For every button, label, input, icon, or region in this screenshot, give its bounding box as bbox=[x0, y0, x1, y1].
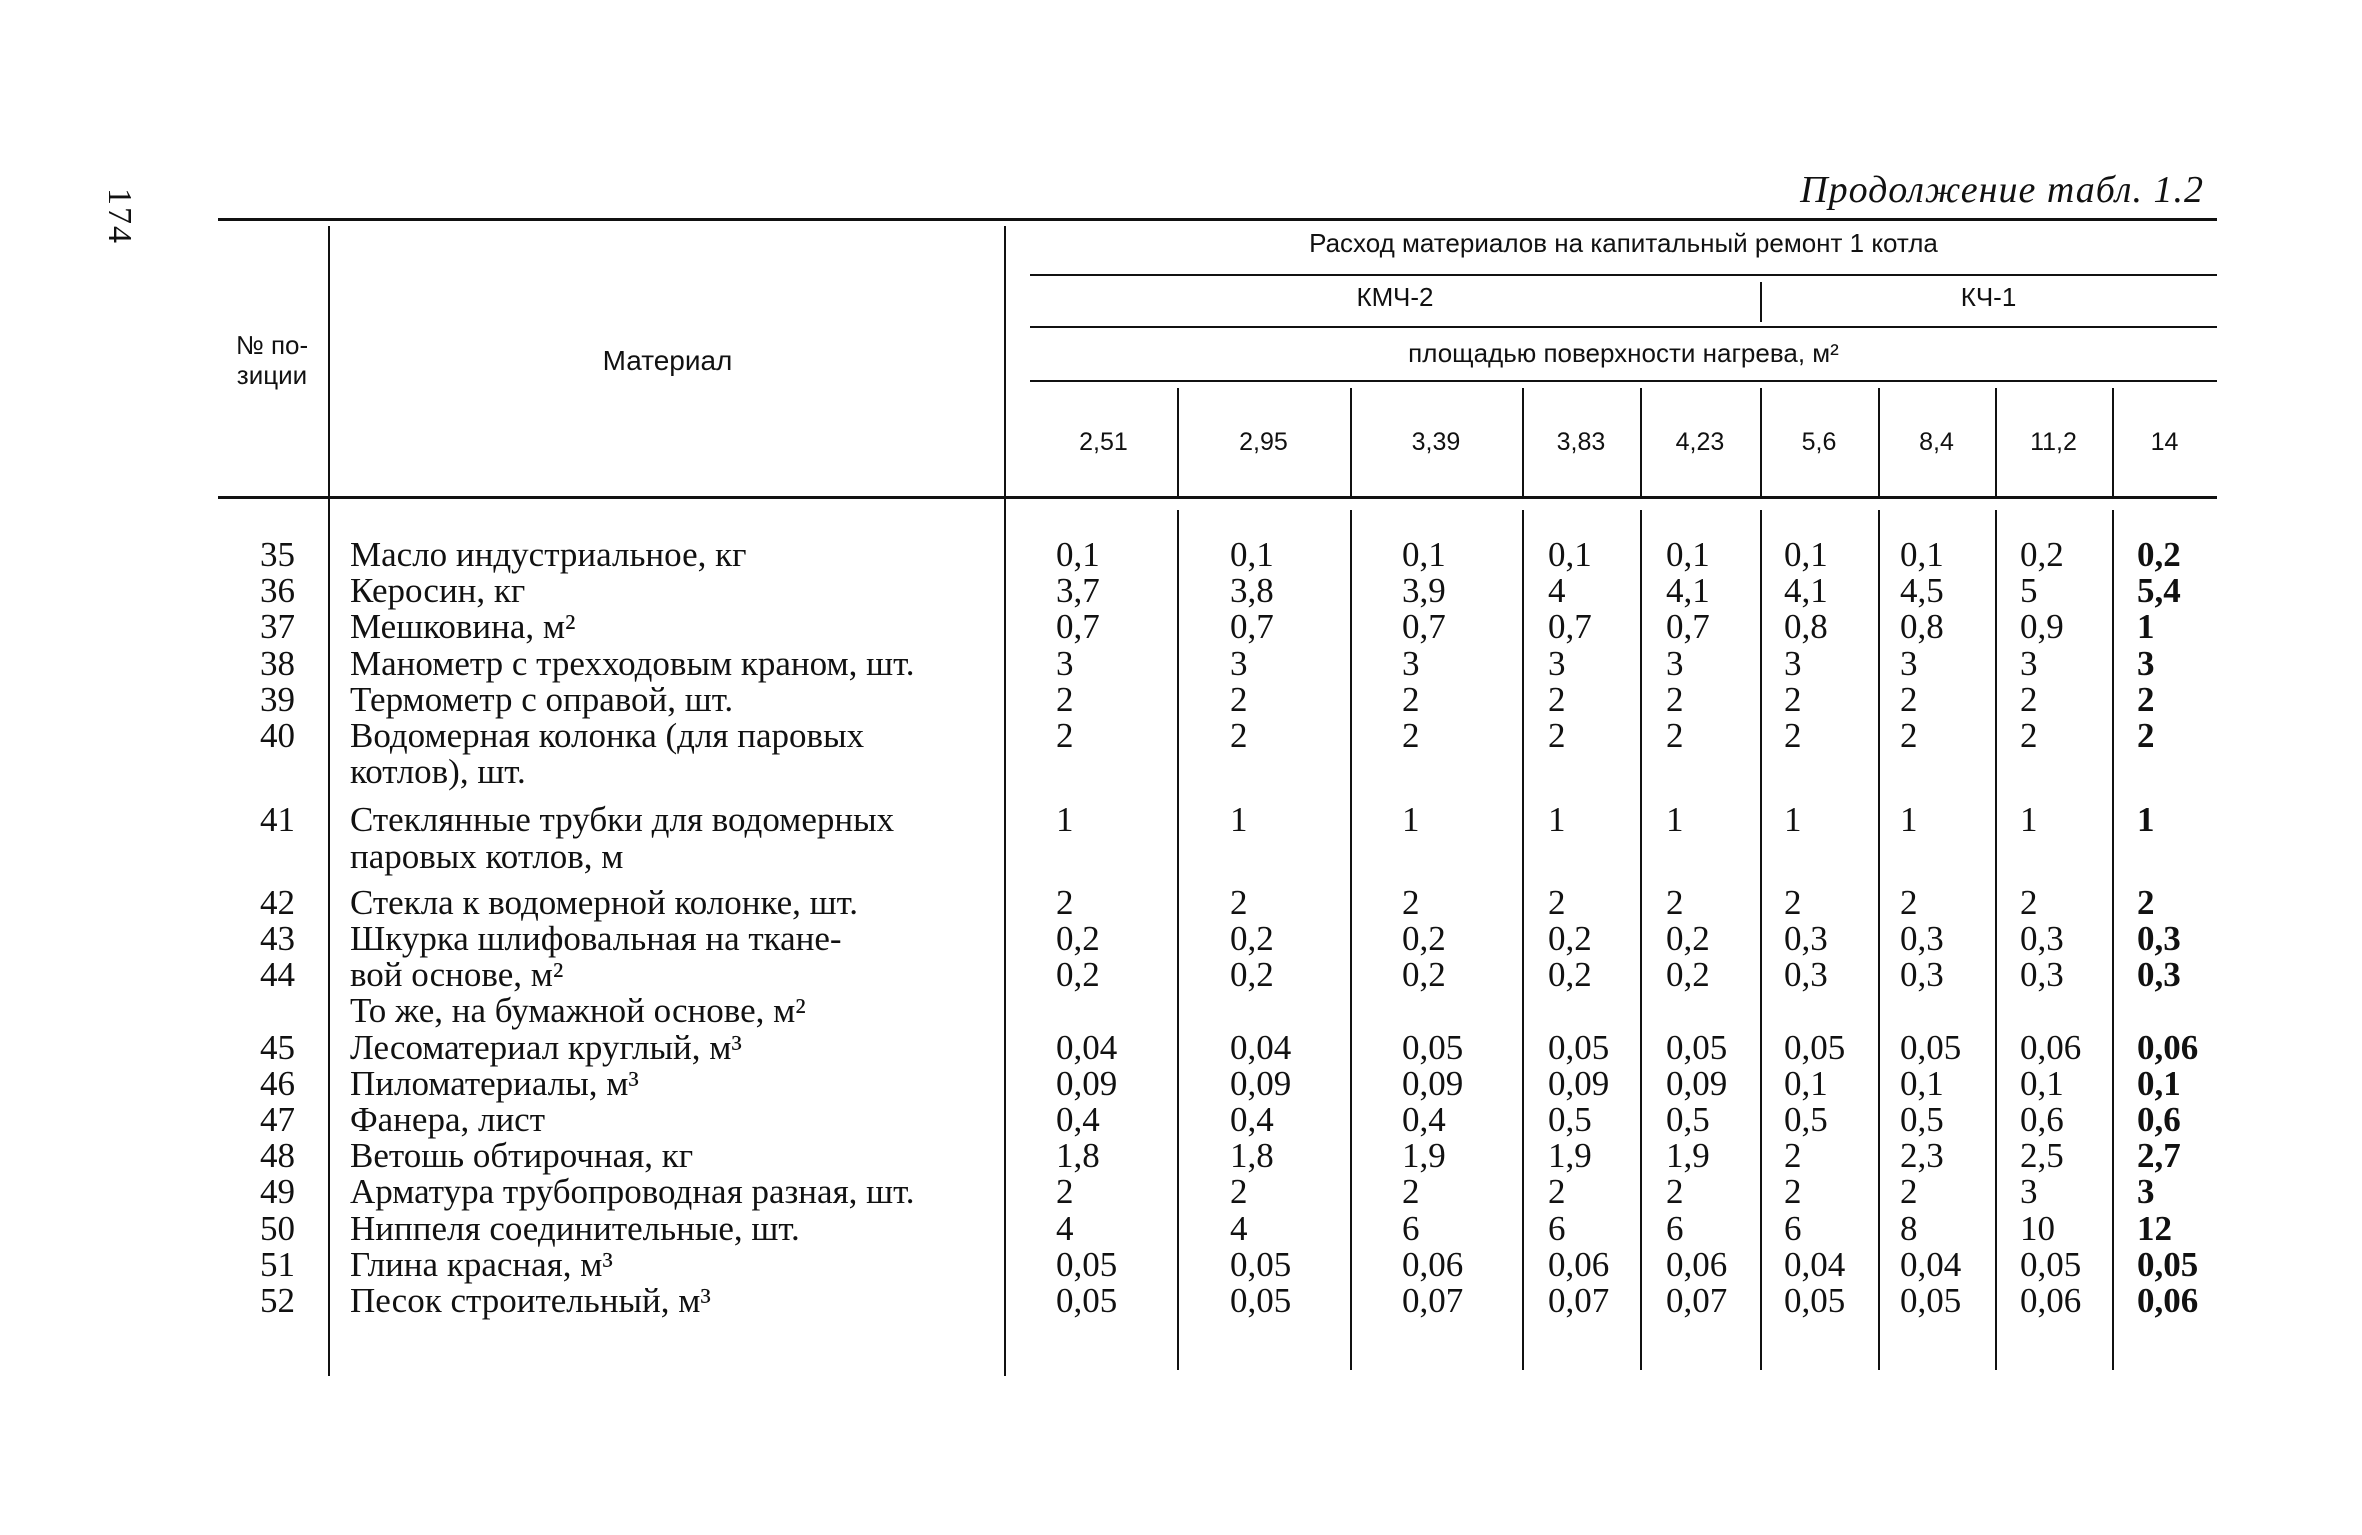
row-value: 0,4 bbox=[1402, 1100, 1446, 1139]
row-value: 0,1 bbox=[1666, 535, 1710, 574]
row-value: 3 bbox=[2137, 1172, 2155, 1212]
row-value: 0,5 bbox=[1784, 1100, 1828, 1139]
row-value: 6 bbox=[1666, 1208, 1684, 1248]
row-value: 0,04 bbox=[1900, 1244, 1962, 1284]
row-value: 0,3 bbox=[2137, 955, 2181, 995]
row-value: 0,06 bbox=[1548, 1244, 1610, 1284]
row-number: 38 bbox=[260, 643, 295, 683]
row-value: 0,3 bbox=[2137, 919, 2181, 958]
row-value: 0,7 bbox=[1402, 607, 1446, 647]
row-value: 2 bbox=[1402, 679, 1420, 719]
row-value: 2 bbox=[1548, 716, 1566, 755]
row-value: 4 bbox=[1056, 1208, 1074, 1248]
row-material: Стекла к водомерной колонке, шт. bbox=[350, 882, 859, 922]
row-value: 0,05 bbox=[2020, 1244, 2082, 1284]
body-col-divider-8 bbox=[2112, 510, 2114, 1370]
row-value: 0,3 bbox=[1900, 955, 1944, 995]
row-value: 3,9 bbox=[1402, 571, 1446, 611]
group-rule bbox=[1030, 274, 2217, 276]
row-value: 0,6 bbox=[2137, 1100, 2181, 1139]
row-value: 0,06 bbox=[2020, 1027, 2082, 1067]
row-value: 3 bbox=[2020, 1172, 2038, 1212]
row-value: 0,3 bbox=[1900, 919, 1944, 958]
row-value: 2 bbox=[1666, 882, 1684, 922]
row-material: Арматура трубопроводная разная, шт. bbox=[350, 1172, 915, 1212]
area-rule bbox=[1030, 380, 2217, 382]
row-value: 0,06 bbox=[1666, 1244, 1728, 1284]
row-number: 42 bbox=[260, 882, 295, 922]
row-value: 2 bbox=[1230, 882, 1248, 922]
row-number: 36 bbox=[260, 571, 295, 611]
row-value: 0,1 bbox=[1230, 535, 1274, 574]
row-value: 3 bbox=[1666, 643, 1684, 683]
row-value: 0,04 bbox=[1056, 1027, 1118, 1067]
row-value: 0,3 bbox=[2020, 919, 2064, 958]
row-value: 0,8 bbox=[1900, 607, 1944, 647]
row-value: 0,4 bbox=[1056, 1100, 1100, 1139]
row-value: 1 bbox=[1056, 800, 1074, 840]
row-value: 1,8 bbox=[1056, 1136, 1100, 1176]
row-value: 0,2 bbox=[1402, 955, 1446, 995]
row-value: 0,06 bbox=[2137, 1281, 2199, 1320]
row-number: 43 bbox=[260, 919, 295, 958]
row-value: 3 bbox=[2137, 643, 2155, 683]
row-number: 45 bbox=[260, 1027, 295, 1067]
row-value: 4,1 bbox=[1666, 571, 1710, 611]
row-value: 2 bbox=[1784, 882, 1802, 922]
row-value: 0,2 bbox=[1056, 919, 1100, 958]
divider-pos bbox=[328, 226, 330, 1376]
row-value: 2 bbox=[1666, 1172, 1684, 1212]
row-number: 41 bbox=[260, 800, 295, 840]
area-col-8: 14 bbox=[2150, 428, 2179, 456]
row-value: 0,1 bbox=[1056, 535, 1100, 574]
area-col-7: 11,2 bbox=[2030, 428, 2077, 456]
row-value: 2 bbox=[1784, 1136, 1802, 1176]
row-value: 0,05 bbox=[1784, 1027, 1846, 1067]
col-divider-3 bbox=[1522, 388, 1524, 496]
col-divider-4 bbox=[1640, 388, 1642, 496]
row-value: 0,07 bbox=[1548, 1281, 1610, 1320]
row-value: 0,05 bbox=[1784, 1281, 1846, 1320]
row-value: 0,1 bbox=[2020, 1063, 2064, 1103]
page-number: 174 bbox=[101, 188, 138, 245]
row-value: 0,04 bbox=[1784, 1244, 1846, 1284]
col-material-header: Материал bbox=[602, 345, 733, 376]
row-value: 2 bbox=[1056, 882, 1074, 922]
row-value: 4 bbox=[1230, 1208, 1248, 1248]
body-col-divider-2 bbox=[1350, 510, 1352, 1370]
body-col-divider-4 bbox=[1640, 510, 1642, 1370]
row-value: 0,2 bbox=[1402, 919, 1446, 958]
row-number: 37 bbox=[260, 607, 295, 647]
row-material: Манометр с трехходовым краном, шт. bbox=[350, 643, 915, 683]
row-value: 5,4 bbox=[2137, 571, 2181, 611]
row-value: 0,05 bbox=[2137, 1244, 2199, 1284]
row-value: 2 bbox=[2137, 882, 2155, 922]
row-material: Пиломатериалы, м³ bbox=[350, 1063, 639, 1103]
row-value: 4,1 bbox=[1784, 571, 1828, 611]
row-value: 2 bbox=[1784, 679, 1802, 719]
row-value: 10 bbox=[2020, 1208, 2055, 1248]
row-value: 1,9 bbox=[1402, 1136, 1446, 1176]
row-value: 3 bbox=[1548, 643, 1566, 683]
row-material: Шкурка шлифовальная на ткане- bbox=[350, 919, 842, 958]
row-value: 0,2 bbox=[1230, 919, 1274, 958]
row-material: паровых котлов, м bbox=[350, 836, 624, 876]
row-value: 6 bbox=[1548, 1208, 1566, 1248]
row-value: 0,04 bbox=[1230, 1027, 1292, 1067]
row-value: 0,09 bbox=[1230, 1063, 1292, 1103]
row-value: 0,2 bbox=[1230, 955, 1274, 995]
row-value: 0,3 bbox=[2020, 955, 2064, 995]
row-value: 0,1 bbox=[2137, 1063, 2181, 1103]
row-value: 2 bbox=[1230, 679, 1248, 719]
body-col-divider-1 bbox=[1177, 510, 1179, 1370]
row-value: 2 bbox=[1402, 882, 1420, 922]
row-value: 0,7 bbox=[1666, 607, 1710, 647]
row-value: 3 bbox=[2020, 643, 2038, 683]
body-col-divider-6 bbox=[1878, 510, 1880, 1370]
row-value: 1,9 bbox=[1666, 1136, 1710, 1176]
row-value: 1 bbox=[1548, 800, 1566, 840]
row-material: Стеклянные трубки для водомерных bbox=[350, 800, 895, 840]
row-value: 2 bbox=[1784, 1172, 1802, 1212]
row-value: 0,05 bbox=[1900, 1027, 1962, 1067]
row-value: 3,7 bbox=[1056, 571, 1100, 611]
row-value: 2 bbox=[2020, 882, 2038, 922]
area-col-3: 3,83 bbox=[1556, 428, 1606, 456]
row-value: 3 bbox=[1784, 643, 1802, 683]
row-material: Термометр с оправой, шт. bbox=[350, 679, 734, 719]
row-value: 2 bbox=[1402, 1172, 1420, 1212]
row-material: котлов), шт. bbox=[350, 752, 526, 792]
row-value: 0,05 bbox=[1666, 1027, 1728, 1067]
row-value: 4,5 bbox=[1900, 571, 1944, 611]
row-value: 0,6 bbox=[2020, 1100, 2064, 1139]
row-value: 3 bbox=[1230, 643, 1248, 683]
row-value: 6 bbox=[1784, 1208, 1802, 1248]
row-value: 0,1 bbox=[1784, 535, 1828, 574]
row-value: 0,09 bbox=[1548, 1063, 1610, 1103]
area-col-2: 3,39 bbox=[1411, 428, 1461, 456]
row-value: 2 bbox=[1230, 716, 1248, 755]
row-material: То же, на бумажной основе, м² bbox=[350, 991, 806, 1031]
row-number: 39 bbox=[260, 679, 295, 719]
row-value: 0,09 bbox=[1666, 1063, 1728, 1103]
row-value: 0,1 bbox=[1900, 535, 1944, 574]
row-value: 2 bbox=[2137, 716, 2155, 755]
row-value: 1 bbox=[2137, 607, 2155, 647]
row-value: 1 bbox=[2137, 800, 2155, 840]
row-value: 2 bbox=[1900, 679, 1918, 719]
row-value: 2 bbox=[1056, 1172, 1074, 1212]
row-number: 52 bbox=[260, 1281, 295, 1320]
area-col-6: 8,4 bbox=[1919, 428, 1954, 456]
body-col-divider-5 bbox=[1760, 510, 1762, 1370]
subgroup-rule bbox=[1030, 326, 2217, 328]
row-value: 0,5 bbox=[1666, 1100, 1710, 1139]
row-value: 0,2 bbox=[1056, 955, 1100, 995]
row-value: 2 bbox=[1900, 1172, 1918, 1212]
row-value: 2,7 bbox=[2137, 1136, 2181, 1176]
row-value: 0,7 bbox=[1548, 607, 1592, 647]
row-value: 2 bbox=[1230, 1172, 1248, 1212]
row-value: 0,05 bbox=[1900, 1281, 1962, 1320]
row-material: Лесоматериал круглый, м³ bbox=[350, 1027, 742, 1067]
row-number: 50 bbox=[260, 1208, 295, 1248]
row-value: 2 bbox=[2020, 679, 2038, 719]
row-value: 2 bbox=[1666, 716, 1684, 755]
row-value: 0,3 bbox=[1784, 955, 1828, 995]
row-material: Масло индустриальное, кг bbox=[350, 535, 747, 574]
area-header: площадью поверхности нагрева, м² bbox=[1408, 338, 1839, 368]
row-value: 3 bbox=[1056, 643, 1074, 683]
row-material: Мешковина, м² bbox=[350, 607, 576, 647]
row-value: 1 bbox=[1784, 800, 1802, 840]
row-value: 0,05 bbox=[1230, 1281, 1292, 1320]
col-divider-6 bbox=[1878, 388, 1880, 496]
row-value: 0,05 bbox=[1056, 1244, 1118, 1284]
row-value: 5 bbox=[2020, 571, 2038, 611]
row-value: 2 bbox=[1666, 679, 1684, 719]
row-value: 2 bbox=[2137, 679, 2155, 719]
col-divider-1 bbox=[1177, 388, 1179, 496]
row-value: 0,1 bbox=[1548, 535, 1592, 574]
row-value: 2 bbox=[1402, 716, 1420, 755]
row-material: Глина красная, м³ bbox=[350, 1244, 613, 1284]
col-divider-7 bbox=[1995, 388, 1997, 496]
row-value: 2,3 bbox=[1900, 1136, 1944, 1176]
subgroup-kmch: КМЧ-2 bbox=[1356, 282, 1434, 312]
row-value: 2 bbox=[1900, 882, 1918, 922]
row-value: 0,06 bbox=[1402, 1244, 1464, 1284]
row-value: 1 bbox=[1402, 800, 1420, 840]
row-value: 0,5 bbox=[1548, 1100, 1592, 1139]
row-value: 1 bbox=[1900, 800, 1918, 840]
row-value: 8 bbox=[1900, 1208, 1918, 1248]
row-material: Ветошь обтирочная, кг bbox=[350, 1136, 694, 1176]
row-material: Ниппеля соединительные, шт. bbox=[350, 1208, 800, 1248]
row-value: 2 bbox=[1548, 1172, 1566, 1212]
header-bottom-rule bbox=[218, 496, 2217, 499]
col-divider-2 bbox=[1350, 388, 1352, 496]
row-value: 0,05 bbox=[1056, 1281, 1118, 1320]
row-value: 0,8 bbox=[1784, 607, 1828, 647]
row-value: 2 bbox=[2020, 716, 2038, 755]
row-value: 0,2 bbox=[1548, 955, 1592, 995]
row-value: 0,5 bbox=[1900, 1100, 1944, 1139]
row-value: 1 bbox=[1230, 800, 1248, 840]
col-divider-8 bbox=[2112, 388, 2114, 496]
row-value: 0,2 bbox=[1666, 919, 1710, 958]
row-value: 1,8 bbox=[1230, 1136, 1274, 1176]
row-value: 0,1 bbox=[1900, 1063, 1944, 1103]
row-value: 1 bbox=[2020, 800, 2038, 840]
row-value: 0,2 bbox=[2020, 535, 2064, 574]
area-col-0: 2,51 bbox=[1079, 428, 1128, 456]
row-number: 46 bbox=[260, 1063, 295, 1103]
row-value: 2 bbox=[1784, 716, 1802, 755]
area-col-4: 4,23 bbox=[1675, 428, 1725, 456]
row-value: 0,07 bbox=[1402, 1281, 1464, 1320]
row-value: 4 bbox=[1548, 571, 1566, 611]
row-value: 0,4 bbox=[1230, 1100, 1274, 1139]
row-value: 0,3 bbox=[1784, 919, 1828, 958]
row-value: 0,09 bbox=[1056, 1063, 1118, 1103]
row-value: 0,9 bbox=[2020, 607, 2064, 647]
row-value: 2,5 bbox=[2020, 1136, 2064, 1176]
row-value: 0,05 bbox=[1230, 1244, 1292, 1284]
row-value: 0,2 bbox=[2137, 535, 2181, 574]
row-value: 0,05 bbox=[1402, 1027, 1464, 1067]
area-col-1: 2,95 bbox=[1239, 428, 1288, 456]
body-col-divider-7 bbox=[1995, 510, 1997, 1370]
row-material: Песок строительный, м³ bbox=[350, 1281, 711, 1320]
row-material: Фанера, лист bbox=[350, 1100, 546, 1139]
group-header: Расход материалов на капитальный ремонт 1 котла bbox=[1309, 228, 1938, 258]
row-value: 0,2 bbox=[1548, 919, 1592, 958]
col-position-header: № по- зиции bbox=[235, 330, 309, 390]
row-value: 6 bbox=[1402, 1208, 1420, 1248]
row-value: 0,06 bbox=[2020, 1281, 2082, 1320]
row-value: 1,9 bbox=[1548, 1136, 1592, 1176]
divider-mat bbox=[1004, 226, 1006, 1376]
row-value: 1 bbox=[1666, 800, 1684, 840]
row-value: 2 bbox=[1056, 679, 1074, 719]
row-material: Водомерная колонка (для паровых bbox=[350, 716, 865, 755]
row-value: 3,8 bbox=[1230, 571, 1274, 611]
row-value: 2 bbox=[1900, 716, 1918, 755]
row-number: 51 bbox=[260, 1244, 295, 1284]
row-value: 3 bbox=[1900, 643, 1918, 683]
col-divider-5 bbox=[1760, 388, 1762, 496]
row-value: 0,06 bbox=[2137, 1027, 2199, 1067]
row-value: 2 bbox=[1056, 716, 1074, 755]
row-number: 47 bbox=[260, 1100, 295, 1139]
row-number: 49 bbox=[260, 1172, 295, 1212]
row-number: 44 bbox=[260, 955, 295, 995]
row-value: 3 bbox=[1402, 643, 1420, 683]
row-value: 0,2 bbox=[1666, 955, 1710, 995]
row-value: 0,1 bbox=[1784, 1063, 1828, 1103]
row-value: 2 bbox=[1548, 882, 1566, 922]
row-value: 12 bbox=[2137, 1208, 2172, 1248]
row-value: 0,09 bbox=[1402, 1063, 1464, 1103]
row-number: 40 bbox=[260, 716, 295, 755]
row-value: 0,1 bbox=[1402, 535, 1446, 574]
row-material: Керосин, кг bbox=[350, 571, 526, 611]
subgroup-kch: КЧ-1 bbox=[1960, 282, 2017, 312]
row-value: 0,07 bbox=[1666, 1281, 1728, 1320]
row-value: 0,05 bbox=[1548, 1027, 1610, 1067]
row-value: 0,7 bbox=[1230, 607, 1274, 647]
area-col-5: 5,6 bbox=[1801, 428, 1837, 456]
table-caption: Продолжение табл. 1.2 bbox=[1800, 169, 2204, 211]
row-material: вой основе, м² bbox=[350, 955, 564, 995]
row-value: 2 bbox=[1548, 679, 1566, 719]
row-number: 48 bbox=[260, 1136, 295, 1176]
body-col-divider-3 bbox=[1522, 510, 1524, 1370]
row-number: 35 bbox=[260, 535, 295, 574]
row-value: 0,7 bbox=[1056, 607, 1100, 647]
top-rule bbox=[218, 218, 2217, 221]
